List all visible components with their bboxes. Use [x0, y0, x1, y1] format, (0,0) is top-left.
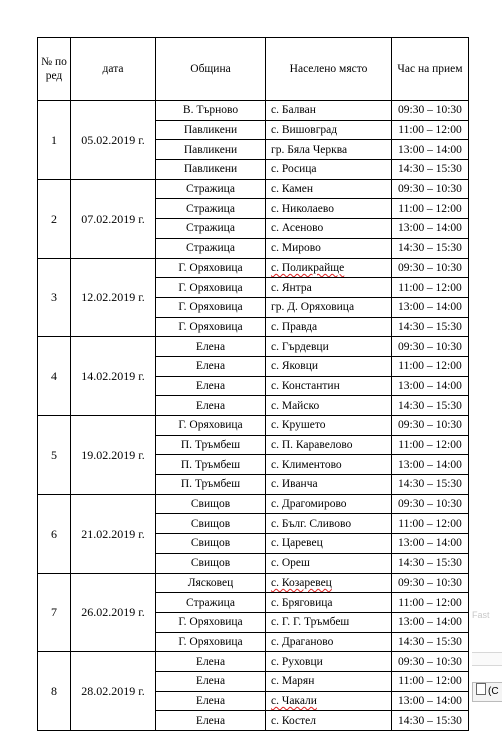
- row-number: 5: [38, 416, 71, 495]
- place-cell: [266, 573, 392, 593]
- place-cell: с. Крушето: [266, 416, 392, 436]
- header-date: дата: [71, 38, 156, 101]
- municipality-cell: Елена: [156, 337, 266, 357]
- municipality-cell: Елена: [156, 652, 266, 672]
- place-cell: с. Драгомирово: [266, 494, 392, 514]
- municipality-cell: Павликени: [156, 120, 266, 140]
- header-place: Населено място: [266, 38, 392, 101]
- place-cell: с. Камен: [266, 179, 392, 199]
- time-cell: 11:00 – 12:00: [392, 120, 469, 140]
- schedule-table: [37, 37, 469, 731]
- municipality-cell: В. Търново: [156, 101, 266, 121]
- municipality-cell: Елена: [156, 356, 266, 376]
- time-cell: 14:30 – 15:30: [392, 475, 469, 495]
- place-cell: с. Росица: [266, 160, 392, 180]
- date-cell: 28.02.2019 г.: [71, 652, 156, 731]
- place-cell: с. Царевец: [266, 534, 392, 554]
- time-cell: 13:00 – 14:00: [392, 140, 469, 160]
- time-cell: 09:30 – 10:30: [392, 101, 469, 121]
- row-number: 6: [38, 494, 71, 573]
- row-number: 4: [38, 337, 71, 416]
- municipality-cell: Г. Оряховица: [156, 632, 266, 652]
- place-cell: с. Бряговица: [266, 593, 392, 613]
- time-cell: 09:30 – 10:30: [392, 416, 469, 436]
- time-cell: 13:00 – 14:00: [392, 612, 469, 632]
- row-number: 2: [38, 179, 71, 258]
- municipality-cell: Елена: [156, 376, 266, 396]
- time-cell: 11:00 – 12:00: [392, 593, 469, 613]
- table-row: [38, 416, 469, 436]
- time-cell: 13:00 – 14:00: [392, 376, 469, 396]
- header-time: Час на прием: [392, 38, 469, 101]
- municipality-cell: П. Тръмбеш: [156, 475, 266, 495]
- municipality-cell: Г. Оряховица: [156, 317, 266, 337]
- place-cell: с. Бълг. Сливово: [266, 514, 392, 534]
- place-cell: с. Костел: [266, 711, 392, 731]
- time-cell: 11:00 – 12:00: [392, 435, 469, 455]
- place-cell: с. Янтра: [266, 278, 392, 298]
- municipality-cell: Г. Оряховица: [156, 258, 266, 278]
- date-cell: 26.02.2019 г.: [71, 573, 156, 652]
- time-cell: 09:30 – 10:30: [392, 652, 469, 672]
- date-cell: 05.02.2019 г.: [71, 101, 156, 180]
- time-cell: 13:00 – 14:00: [392, 534, 469, 554]
- time-cell: 13:00 – 14:00: [392, 219, 469, 239]
- spellcheck-underlined-text: с. Чакали: [271, 694, 317, 707]
- place-cell: с. Г. Г. Тръмбеш: [266, 612, 392, 632]
- header-num: № по ред: [38, 38, 71, 101]
- municipality-cell: Елена: [156, 396, 266, 416]
- place-cell: с. Мирово: [266, 238, 392, 258]
- edge-toolbar-strip: [472, 652, 502, 666]
- time-cell: 14:30 – 15:30: [392, 711, 469, 731]
- date-cell: 14.02.2019 г.: [71, 337, 156, 416]
- row-number: 7: [38, 573, 71, 652]
- municipality-cell: Свищов: [156, 553, 266, 573]
- place-cell: с. Руховци: [266, 652, 392, 672]
- time-cell: 09:30 – 10:30: [392, 179, 469, 199]
- time-cell: 09:30 – 10:30: [392, 258, 469, 278]
- place-cell: с. Яковци: [266, 356, 392, 376]
- municipality-cell: Стражица: [156, 593, 266, 613]
- municipality-cell: Павликени: [156, 160, 266, 180]
- time-cell: 14:30 – 15:30: [392, 632, 469, 652]
- time-cell: 11:00 – 12:00: [392, 278, 469, 298]
- municipality-cell: Стражица: [156, 219, 266, 239]
- municipality-cell: Павликени: [156, 140, 266, 160]
- clipboard-icon: [476, 683, 486, 695]
- municipality-cell: Свищов: [156, 494, 266, 514]
- place-cell: с. Балван: [266, 101, 392, 121]
- table-row: [38, 573, 469, 593]
- header-row: [38, 38, 469, 101]
- row-number: 8: [38, 652, 71, 731]
- place-cell: гр. Д. Оряховица: [266, 297, 392, 317]
- place-cell: с. Драганово: [266, 632, 392, 652]
- time-cell: 14:30 – 15:30: [392, 553, 469, 573]
- paste-options-button[interactable]: [472, 682, 502, 702]
- place-cell: [266, 691, 392, 711]
- municipality-cell: Стражица: [156, 179, 266, 199]
- table-row: [38, 179, 469, 199]
- time-cell: 14:30 – 15:30: [392, 160, 469, 180]
- table-row: [38, 258, 469, 278]
- place-cell: с. Климентово: [266, 455, 392, 475]
- place-cell: с. Константин: [266, 376, 392, 396]
- header-municipality: Община: [156, 38, 266, 101]
- municipality-cell: Стражица: [156, 238, 266, 258]
- place-cell: с. П. Каравелово: [266, 435, 392, 455]
- date-cell: 07.02.2019 г.: [71, 179, 156, 258]
- time-cell: 09:30 – 10:30: [392, 573, 469, 593]
- place-cell: [266, 258, 392, 278]
- spellcheck-underlined-text: с. Поликрайще: [271, 261, 345, 274]
- time-cell: 09:30 – 10:30: [392, 337, 469, 357]
- municipality-cell: Г. Оряховица: [156, 416, 266, 436]
- place-cell: с. Вишовград: [266, 120, 392, 140]
- time-cell: 13:00 – 14:00: [392, 691, 469, 711]
- spellcheck-underlined-text: с. Козаревец: [271, 576, 332, 589]
- municipality-cell: Г. Оряховица: [156, 297, 266, 317]
- municipality-cell: Стражица: [156, 199, 266, 219]
- time-cell: 14:30 – 15:30: [392, 238, 469, 258]
- time-cell: 09:30 – 10:30: [392, 494, 469, 514]
- table-row: [38, 494, 469, 514]
- place-cell: гр. Бяла Черква: [266, 140, 392, 160]
- date-cell: 12.02.2019 г.: [71, 258, 156, 337]
- edge-watermark-text: Fast: [472, 610, 490, 620]
- municipality-cell: Г. Оряховица: [156, 278, 266, 298]
- municipality-cell: П. Тръмбеш: [156, 455, 266, 475]
- time-cell: 13:00 – 14:00: [392, 297, 469, 317]
- place-cell: с. Майско: [266, 396, 392, 416]
- municipality-cell: Елена: [156, 711, 266, 731]
- place-cell: с. Ореш: [266, 553, 392, 573]
- table-row: [38, 101, 469, 121]
- table-row: [38, 337, 469, 357]
- municipality-cell: Елена: [156, 691, 266, 711]
- schedule-body: [38, 101, 469, 731]
- date-cell: 21.02.2019 г.: [71, 494, 156, 573]
- row-number: 1: [38, 101, 71, 180]
- time-cell: 14:30 – 15:30: [392, 317, 469, 337]
- municipality-cell: Свищов: [156, 534, 266, 554]
- municipality-cell: Елена: [156, 671, 266, 691]
- municipality-cell: П. Тръмбеш: [156, 435, 266, 455]
- place-cell: с. Правда: [266, 317, 392, 337]
- municipality-cell: Свищов: [156, 514, 266, 534]
- time-cell: 14:30 – 15:30: [392, 396, 469, 416]
- municipality-cell: Г. Оряховица: [156, 612, 266, 632]
- place-cell: с. Асеново: [266, 219, 392, 239]
- time-cell: 11:00 – 12:00: [392, 199, 469, 219]
- paste-options-label: (C: [488, 686, 499, 697]
- date-cell: 19.02.2019 г.: [71, 416, 156, 495]
- municipality-cell: Лясковец: [156, 573, 266, 593]
- place-cell: с. Гърдевци: [266, 337, 392, 357]
- time-cell: 13:00 – 14:00: [392, 455, 469, 475]
- time-cell: 11:00 – 12:00: [392, 514, 469, 534]
- place-cell: с. Иванча: [266, 475, 392, 495]
- table-row: [38, 652, 469, 672]
- time-cell: 11:00 – 12:00: [392, 356, 469, 376]
- place-cell: с. Марян: [266, 671, 392, 691]
- place-cell: с. Николаево: [266, 199, 392, 219]
- row-number: 3: [38, 258, 71, 337]
- time-cell: 11:00 – 12:00: [392, 671, 469, 691]
